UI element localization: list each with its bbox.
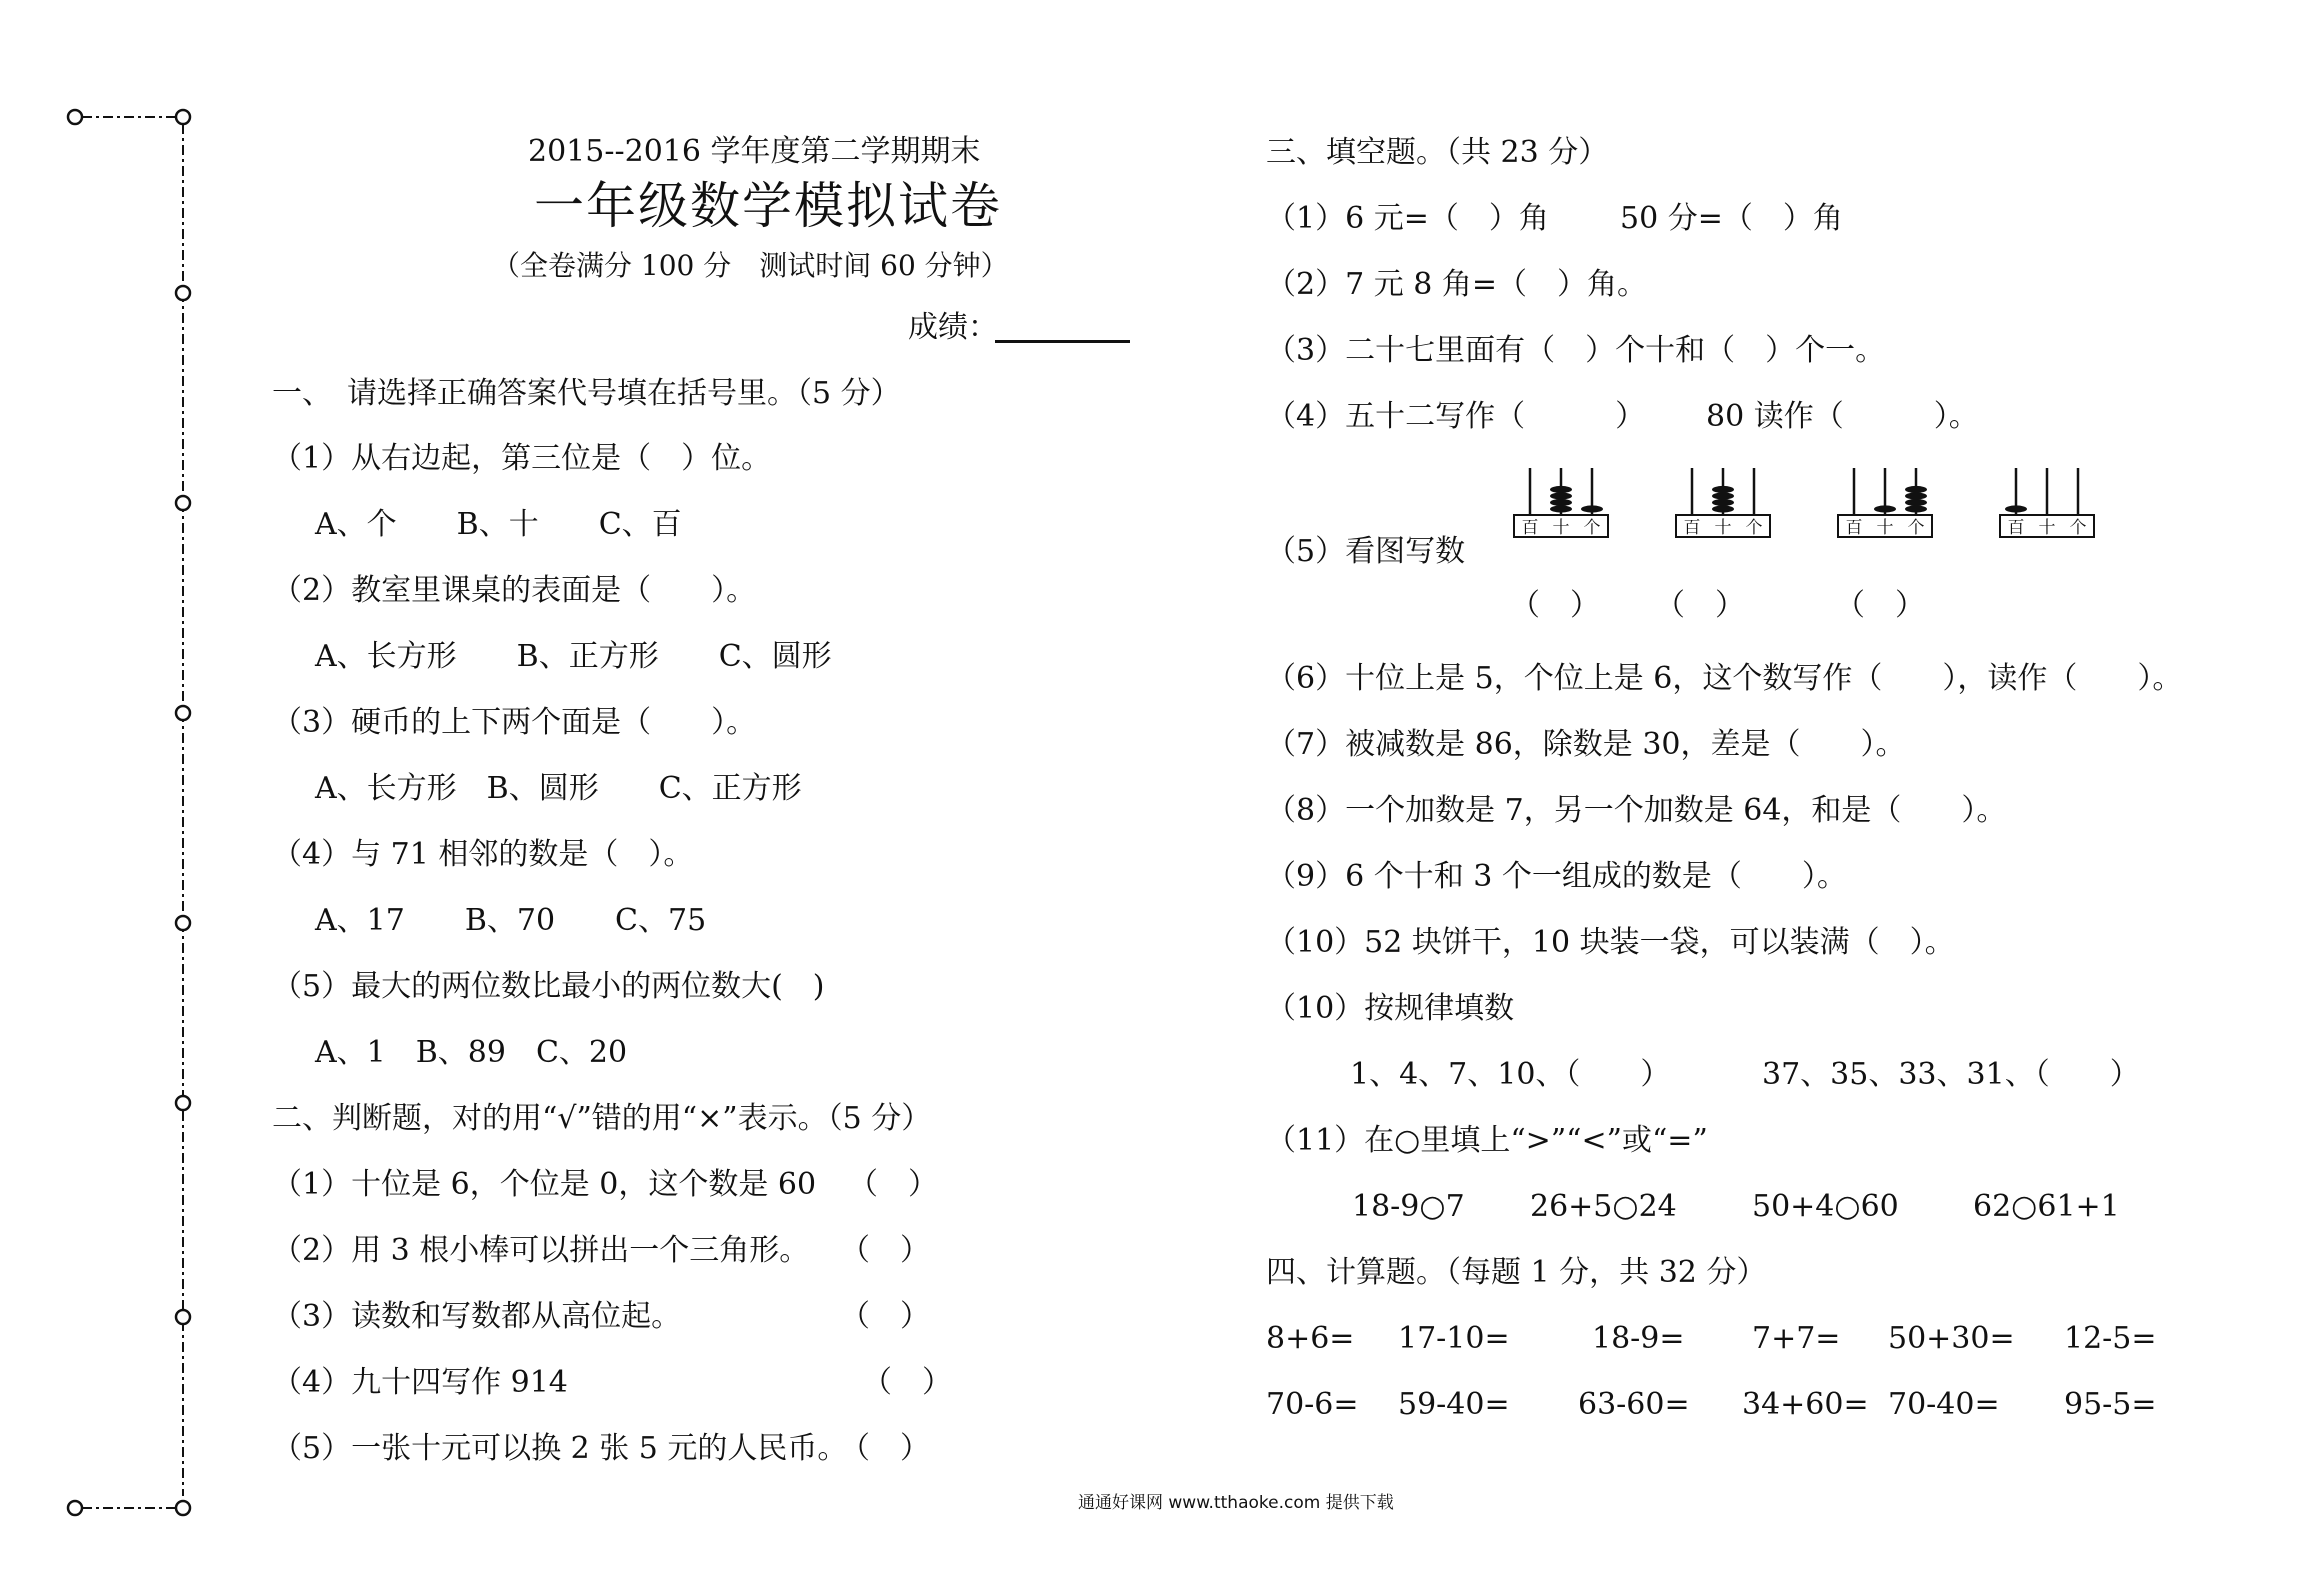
section2-heading: 二、判断题，对的用“√”错的用“×”表示。（5 分）: [272, 1101, 932, 1136]
comparison: 18-9○7: [1352, 1189, 1465, 1224]
fill-q10b: （10）按规律填数: [1266, 991, 1515, 1026]
judge-item: （1）十位是 6，个位是 0，这个数是 60: [272, 1167, 817, 1202]
judge-answer-paren[interactable]: （ ）: [840, 1431, 930, 1466]
judge-answer-paren[interactable]: （ ）: [848, 1167, 938, 1202]
abacus-bead: [1550, 486, 1572, 493]
abacus-answer[interactable]: （ ）: [1510, 588, 1600, 623]
fill-q8: （8）一个加数是 7，另一个加数是 64，和是（ ）。: [1266, 793, 2007, 828]
judge-answer-paren[interactable]: （ ）: [840, 1299, 930, 1334]
calc-item: 34+60=: [1742, 1387, 1869, 1422]
calc-item: 95-5=: [2064, 1387, 2157, 1422]
abacus-label: 个: [2069, 518, 2087, 538]
abacus-bead: [1581, 505, 1603, 512]
fill-q10: （10）52 块饼干，10 块装一袋，可以装满（ ）。: [1266, 925, 1955, 960]
comparison: 62○61+1: [1973, 1189, 2120, 1224]
section1-question: （4）与 71 相邻的数是（ ）。: [272, 837, 694, 872]
calc-item: 50+30=: [1888, 1321, 2015, 1356]
abacus-label: 百: [1845, 518, 1863, 538]
comparison: 26+5○24: [1530, 1189, 1677, 1224]
score-label: 成绩：: [908, 310, 998, 345]
abacus-label: 百: [1521, 518, 1539, 538]
section1-question: （2）教室里课桌的表面是（ ）。: [272, 573, 757, 608]
calc-item: 70-6=: [1266, 1387, 1359, 1422]
section4-heading: 四、计算题。（每题 1 分，共 32 分）: [1266, 1255, 1767, 1290]
section1-options: A、17 B、70 C、75: [315, 903, 707, 938]
fill-q3: （3）二十七里面有（ ）个十和（ ）个一。: [1266, 333, 1886, 368]
fill-q9: （9）6 个十和 3 个一组成的数是（ ）。: [1266, 859, 1847, 894]
section1-question: （1）从右边起，第三位是（ ）位。: [272, 441, 772, 476]
fill-q11: （11）在○里填上“>”“<”或“=”: [1266, 1123, 1708, 1158]
section3-heading: 三、填空题。（共 23 分）: [1266, 135, 1609, 170]
abacus-bead: [1905, 486, 1927, 493]
section1-options: A、1 B、89 C、20: [315, 1035, 628, 1070]
judge-answer-paren[interactable]: （ ）: [862, 1365, 952, 1400]
fill-q5: （5）看图写数: [1266, 534, 1466, 569]
abacus-label: 个: [1745, 518, 1763, 538]
abacus-label: 十: [1876, 518, 1894, 538]
sequence-1: 1、4、7、10、（ ）: [1350, 1057, 1671, 1092]
abacus-label: 十: [1552, 518, 1570, 538]
fill-q1a: （1）6 元=（ ）角: [1266, 201, 1549, 236]
fill-q2: （2）7 元 8 角=（ ）角。: [1266, 267, 1648, 302]
abacus-answer[interactable]: （ ）: [1655, 588, 1745, 623]
abacus-label: 百: [1683, 518, 1701, 538]
abacus-bead: [1550, 499, 1572, 506]
abacus-bead: [1905, 499, 1927, 506]
fill-q1b: 50 分=（ ）角: [1620, 201, 1843, 236]
calc-item: 7+7=: [1752, 1321, 1841, 1356]
abacus-label: 百: [2007, 518, 2025, 538]
abacus-bead: [1905, 492, 1927, 499]
fill-q6: （6）十位上是 5，个位上是 6，这个数写作（ ），读作（ ）。: [1266, 661, 2183, 696]
fill-q7: （7）被减数是 86，除数是 30，差是（ ）。: [1266, 727, 1906, 762]
calc-item: 59-40=: [1398, 1387, 1510, 1422]
abacus-bead: [1712, 486, 1734, 493]
judge-item: （2）用 3 根小棒可以拼出一个三角形。: [272, 1233, 810, 1268]
calc-item: 8+6=: [1266, 1321, 1355, 1356]
calc-item: 70-40=: [1888, 1387, 2000, 1422]
abacus-answer[interactable]: （ ）: [1835, 588, 1925, 623]
judge-item: （4）九十四写作 914: [272, 1365, 568, 1400]
year-line: 2015--2016 学年度第二学期期末: [528, 134, 981, 169]
judge-item: （5）一张十元可以换 2 张 5 元的人民币。: [272, 1431, 848, 1466]
calc-item: 17-10=: [1398, 1321, 1510, 1356]
abacus-bead: [2005, 505, 2027, 512]
section1-heading: 一、 请选择正确答案代号填在括号里。（5 分）: [272, 376, 901, 411]
abacus-bead: [1905, 505, 1927, 512]
abacus-label: 十: [2038, 518, 2056, 538]
fill-q4a: （4）五十二写作（ ）: [1266, 399, 1646, 434]
judge-item: （3）读数和写数都从高位起。: [272, 1299, 682, 1334]
section1-question: （5）最大的两位数比最小的两位数大( ): [272, 969, 825, 1004]
page-title: 一年级数学模拟试卷: [534, 177, 1002, 235]
section1-question: （3）硬币的上下两个面是（ ）。: [272, 705, 757, 740]
judge-answer-paren[interactable]: （ ）: [840, 1233, 930, 1268]
abacus-bead: [1874, 505, 1896, 512]
section1-options: A、长方形 B、圆形 C、正方形: [315, 771, 802, 806]
subtitle: （全卷满分 100 分 测试时间 60 分钟）: [492, 249, 1009, 282]
abacus-label: 个: [1907, 518, 1925, 538]
calc-item: 12-5=: [2064, 1321, 2157, 1356]
abacus-bead: [1712, 492, 1734, 499]
calc-item: 18-9=: [1592, 1321, 1685, 1356]
sequence-2: 37、35、33、31、（ ）: [1762, 1057, 2140, 1092]
calc-item: 63-60=: [1578, 1387, 1690, 1422]
abacus-bead: [1712, 505, 1734, 512]
section1-options: A、长方形 B、正方形 C、圆形: [315, 639, 832, 674]
abacus-bead: [1550, 492, 1572, 499]
abacus-label: 个: [1583, 518, 1601, 538]
comparison: 50+4○60: [1752, 1189, 1899, 1224]
fill-q4b: 80 读作（ ）。: [1706, 399, 1979, 434]
abacus-bead: [1712, 499, 1734, 506]
section1-options: A、个 B、十 C、百: [315, 507, 682, 542]
footer-source: 通通好课网 www.tthaoke.com 提供下载: [1078, 1493, 1394, 1513]
abacus-label: 十: [1714, 518, 1732, 538]
abacus-bead: [1550, 505, 1572, 512]
